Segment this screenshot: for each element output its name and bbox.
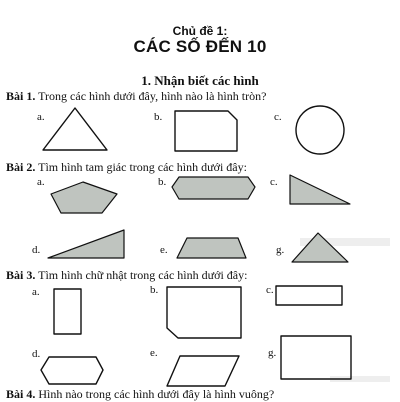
ex2-d-right-triangle-icon bbox=[48, 230, 124, 258]
ex1-c-circle-icon bbox=[296, 106, 344, 154]
ex2-option-b-label: b. bbox=[158, 176, 167, 188]
ex1-option-c-label: c. bbox=[274, 111, 282, 123]
ex1-b-cut-corner-rectangle-icon bbox=[175, 111, 237, 151]
exercise-3-text: Tìm hình chữ nhật trong các hình dưới đây: bbox=[38, 268, 248, 282]
ex3-a-tall-rectangle-icon bbox=[54, 289, 81, 334]
ex2-option-c-label: c. bbox=[270, 176, 278, 188]
page-title: CÁC SỐ ĐẾN 10 bbox=[133, 37, 267, 56]
exercise-2-number: Bài 2. bbox=[6, 160, 36, 174]
exercise-1-text: Trong các hình dưới đây, hình nào là hình tròn? bbox=[38, 89, 267, 103]
exercise-2-text: Tìm hình tam giác trong các hình dưới đây: bbox=[38, 160, 247, 174]
exercise-1-number: Bài 1. bbox=[6, 89, 36, 103]
ex1-option-a-label: a. bbox=[37, 111, 45, 123]
ex2-a-pentagon-icon bbox=[51, 182, 117, 213]
ex2-b-hexagon-bar-icon bbox=[172, 177, 255, 199]
ex3-b-cut-corner-shape-icon bbox=[167, 287, 241, 338]
ex3-option-b-label: b. bbox=[150, 284, 159, 296]
ex2-option-d-label: d. bbox=[32, 244, 41, 256]
ex2-option-g-label: g. bbox=[276, 244, 285, 256]
ex3-g-rectangle-icon bbox=[281, 336, 351, 379]
exercise-3-number: Bài 3. bbox=[6, 268, 36, 282]
ex2-c-right-triangle-icon bbox=[290, 175, 350, 204]
ex1-a-triangle-icon bbox=[43, 108, 107, 150]
section-title: 1. Nhận biết các hình bbox=[141, 73, 259, 88]
ex3-option-g-label: g. bbox=[268, 347, 277, 359]
ex3-d-hexagon-icon bbox=[41, 357, 103, 384]
ex3-e-parallelogram-icon bbox=[167, 356, 239, 386]
chapter-label: Chủ đề 1: bbox=[172, 24, 228, 38]
ex1-option-b-label: b. bbox=[154, 111, 163, 123]
exercise-4-number: Bài 4. bbox=[6, 387, 36, 401]
ex3-option-a-label: a. bbox=[32, 286, 40, 298]
exercise-4-text: Hình nào trong các hình dưới đây là hình vuông? bbox=[38, 387, 275, 401]
ex2-option-e-label: e. bbox=[160, 244, 168, 256]
ex2-option-a-label: a. bbox=[37, 176, 45, 188]
ex2-g-triangle-icon bbox=[292, 233, 348, 262]
ex3-option-d-label: d. bbox=[32, 348, 41, 360]
ex2-e-trapezoid-icon bbox=[177, 238, 246, 258]
ex3-c-wide-rectangle-icon bbox=[276, 286, 342, 305]
ex3-option-e-label: e. bbox=[150, 347, 158, 359]
ex3-option-c-label: c. bbox=[266, 284, 274, 296]
